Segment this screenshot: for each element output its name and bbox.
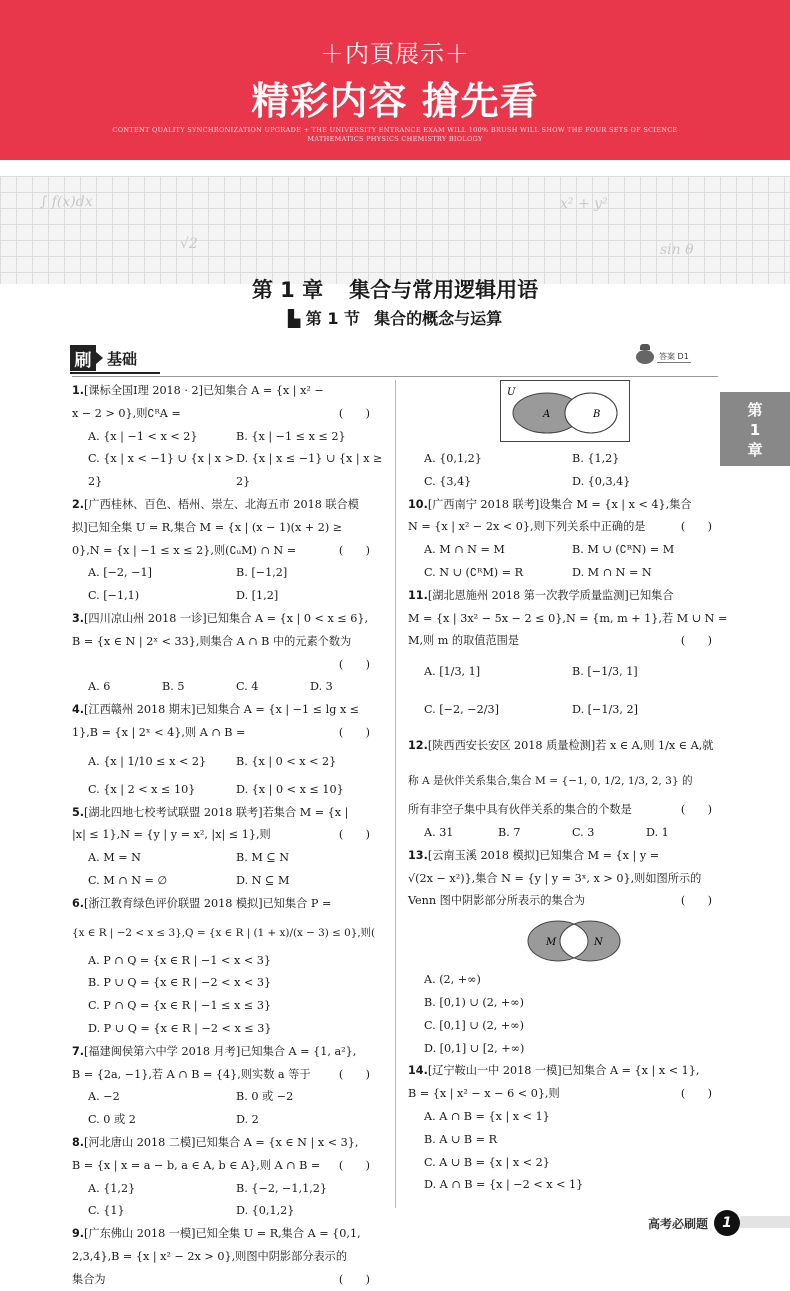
question-2: 2.[广西桂林、百色、梧州、崇左、北海五市 2018 联合模 拟]已知全集 U = R,集合 M = {x | (x − 1)(x + 2) ≥ 0},N = {x | −1 ≤ x ≤ 2},则(∁ᵤM) ∩ N = ( ) A. [−2, −1] B. [−1,2] C. [−1,1) D. [1,2] [72,497,370,603]
venn-label-n: N [594,937,603,949]
answer-reference: 答案 D1 [636,350,691,364]
decorative-scribble: √2 [180,236,198,252]
grid-background [0,176,790,284]
book-title: 高考必刷题 [648,1216,709,1231]
question-6: 6.[浙江教育绿色评价联盟 2018 模拟]已知集合 P = {x ∈ R | −2 < x ≤ 3},Q = {x ∈ R | (1 + x)/(x − 3) ≤ 0},则( A. P ∩ Q = {x ∈ R | −1 < x < 3} B. P ∪ Q = {x ∈ R | −2 < x < 3} C. P ∩ Q = {x ∈ R | −1 ≤ x ≤ 3} D. P ∪ Q = {x ∈ R | −2 < x ≤ 3} [72,896,376,1035]
lamp-icon [636,350,654,364]
question-12: 12.[陕西西安长安区 2018 质量检测]若 x ∈ A,则 1/x ∈ A,就 称 A 是伙伴关系集合,集合 M = {−1, 0, 1/2, 1/3, 2, 3} 的 所有非空子集中具有伙伴关系的集合的个数是 ( ) A. 31 B. 7 C. 3 D. 1 [408,739,714,839]
question-3: 3.[四川凉山州 2018 一诊]已知集合 A = {x | 0 < x ≤ 6}, B = {x ∈ N | 2ˣ < 33},则集合 A ∩ B 中的元素个数为 ( ) A. 6 B. 5 C. 4 D. 3 [72,611,370,694]
chapter-heading: 第 1 章 集合与常用逻辑用语 [251,278,539,302]
question-9-options: A. {0,1,2} B. {1,2} C. {3,4} D. {0,3,4} [424,452,631,488]
venn-diagram-q9 [500,380,630,442]
venn-label-b: B [593,409,601,420]
question-1: 1.[课标全国Ⅰ理 2018 · 2]已知集合 A = {x | x² − x − 2 > 0},则∁ᴿA = ( ) A. {x | −1 < x < 2} B. {x | −1 ≤ x ≤ 2} C. {x | x < −1} ∪ {x | x > 2} D. {x | x ≤ −1} ∪ {x | x ≥ 2} [72,380,384,494]
page-footer [648,1210,740,1236]
decorative-scribble: ∫ f(x)dx [40,194,93,210]
decorative-scribble: sin θ [660,242,694,258]
question-14: 14.[辽宁鞍山一中 2018 一模]已知集合 A = {x | x < 1}, B = {x | x² − x − 6 < 0},则 ( ) A. A ∩ B = {x | x < 1} B. A ∪ B = R C. A ∪ B = {x | x < 2} D. A ∩ B = {x | −2 < x < 1} [408,1064,712,1192]
venn-label-a: A [543,409,551,420]
question-13: 13.[云南玉溪 2018 模拟]已知集合 M = {x | y = √(2x − x²)},集合 N = {y | y = 3ˣ, x > 0},则如图所示的 Venn 图中阴影部分所表示的集合为 ( ) M N A. (2, +∞) B. [0,1) ∪ (2, +∞) C. [0,1] ∪ (2, +∞) D. [0,1] ∪ [2, +∞) [408,848,712,1055]
question-4: 4.[江西赣州 2018 期末]已知集合 A = {x | −1 ≤ lg x ≤ 1},B = {x | 2ˣ < 4},则 A ∩ B = ( ) A. {x | 1/10 ≤ x < 2} B. {x | 0 < x < 2} C. {x | 2 < x ≤ 10} D. {x | 0 < x ≤ 10} [72,703,370,796]
options: A. {x | −1 < x < 2} B. {x | −1 ≤ x ≤ 2} C. {x | x < −1} ∪ {x | x > 2} D. {x | x ≤ −1} ∪ {x | x ≥ 2} [88,429,383,489]
venn-diagram-q13 [524,917,624,965]
question-11: 11.[湖北恩施州 2018 第一次教学质量监测]已知集合 M = {x | 3x² − 5x − 2 ≤ 0},N = {m, m + 1},若 M ∪ N = M,则 m 的取值范围是 ( ) A. [1/3, 1] B. [−1/3, 1] C. [−2, −2/3] D. [−1/3, 2] [408,588,728,717]
brush-icon: 刷 [70,345,96,371]
right-column [408,380,728,1197]
question-5: 5.[湖北四地七校考试联盟 2018 联考]若集合 M = {x | |x| ≤ 1},N = {y | y = x², |x| ≤ 1},则 ( ) A. M = N B. M ⊆ N C. M ∩ N = ∅ D. N ⊆ M [72,805,370,887]
question-8: 8.[河北唐山 2018 二模]已知集合 A = {x ∈ N | x < 3}, B = {x | x = a − b, a ∈ A, b ∈ A},则 A ∩ B = ( ) A. {1,2} B. {−2, −1,1,2} C. {1} D. {0,1,2} [72,1135,370,1218]
header-banner [0,0,790,160]
page-number: 1 [714,1210,740,1236]
section-heading: ▙ 第 1 节 集合的概念与运算 [287,309,503,328]
venn-label-m: M [546,937,557,949]
question-10: 10.[广西南宁 2018 联考]设集合 M = {x | x < 4},集合 N = {x | x² − 2x < 0},则下列关系中正确的是 ( ) A. M ∩ N = M B. M ∪ (∁ᴿN) = M C. N ∪ (∁ᴿM) = R D. M ∩ N = N [408,497,712,579]
banner-title: 精彩内容 搶先看 [251,79,539,123]
basics-tag: 刷 基础 [70,344,137,372]
banner-subtitle: ＋内頁展示＋ [320,40,470,68]
decorative-scribble: x² + y² [560,196,608,212]
arrow-icon [96,352,103,364]
chapter-side-tab: 第 1 章 [720,392,790,466]
venn-label-u: U [507,387,516,398]
banner-english-text: CONTENT QUALITY SYNCHRONIZATION UPGRADE + THE UNIVERSITY ENTRANCE EXAM WILL 100% BRUSH WILL SHOW THE FOUR SETS OF SCIENCE MATHEMATICS PHYSICS CHEMISTRY BIOLOGY [112,126,678,143]
section-icon: ▙ [287,309,306,328]
question-9: 9.[广东佛山 2018 一模]已知全集 U = R,集合 A = {0,1, 2,3,4},B = {x | x² − 2x > 0},则图中阴影部分表示的 集合为 ( ) [72,1227,370,1286]
question-7: 7.[福建闽侯第六中学 2018 月考]已知集合 A = {1, a²}, B = {2a, −1},若 A ∩ B = {4},则实数 a 等于 ( ) A. −2 B. 0 或 −2 C. 0 或 2 D. 2 [72,1044,370,1127]
left-column [72,380,384,1291]
